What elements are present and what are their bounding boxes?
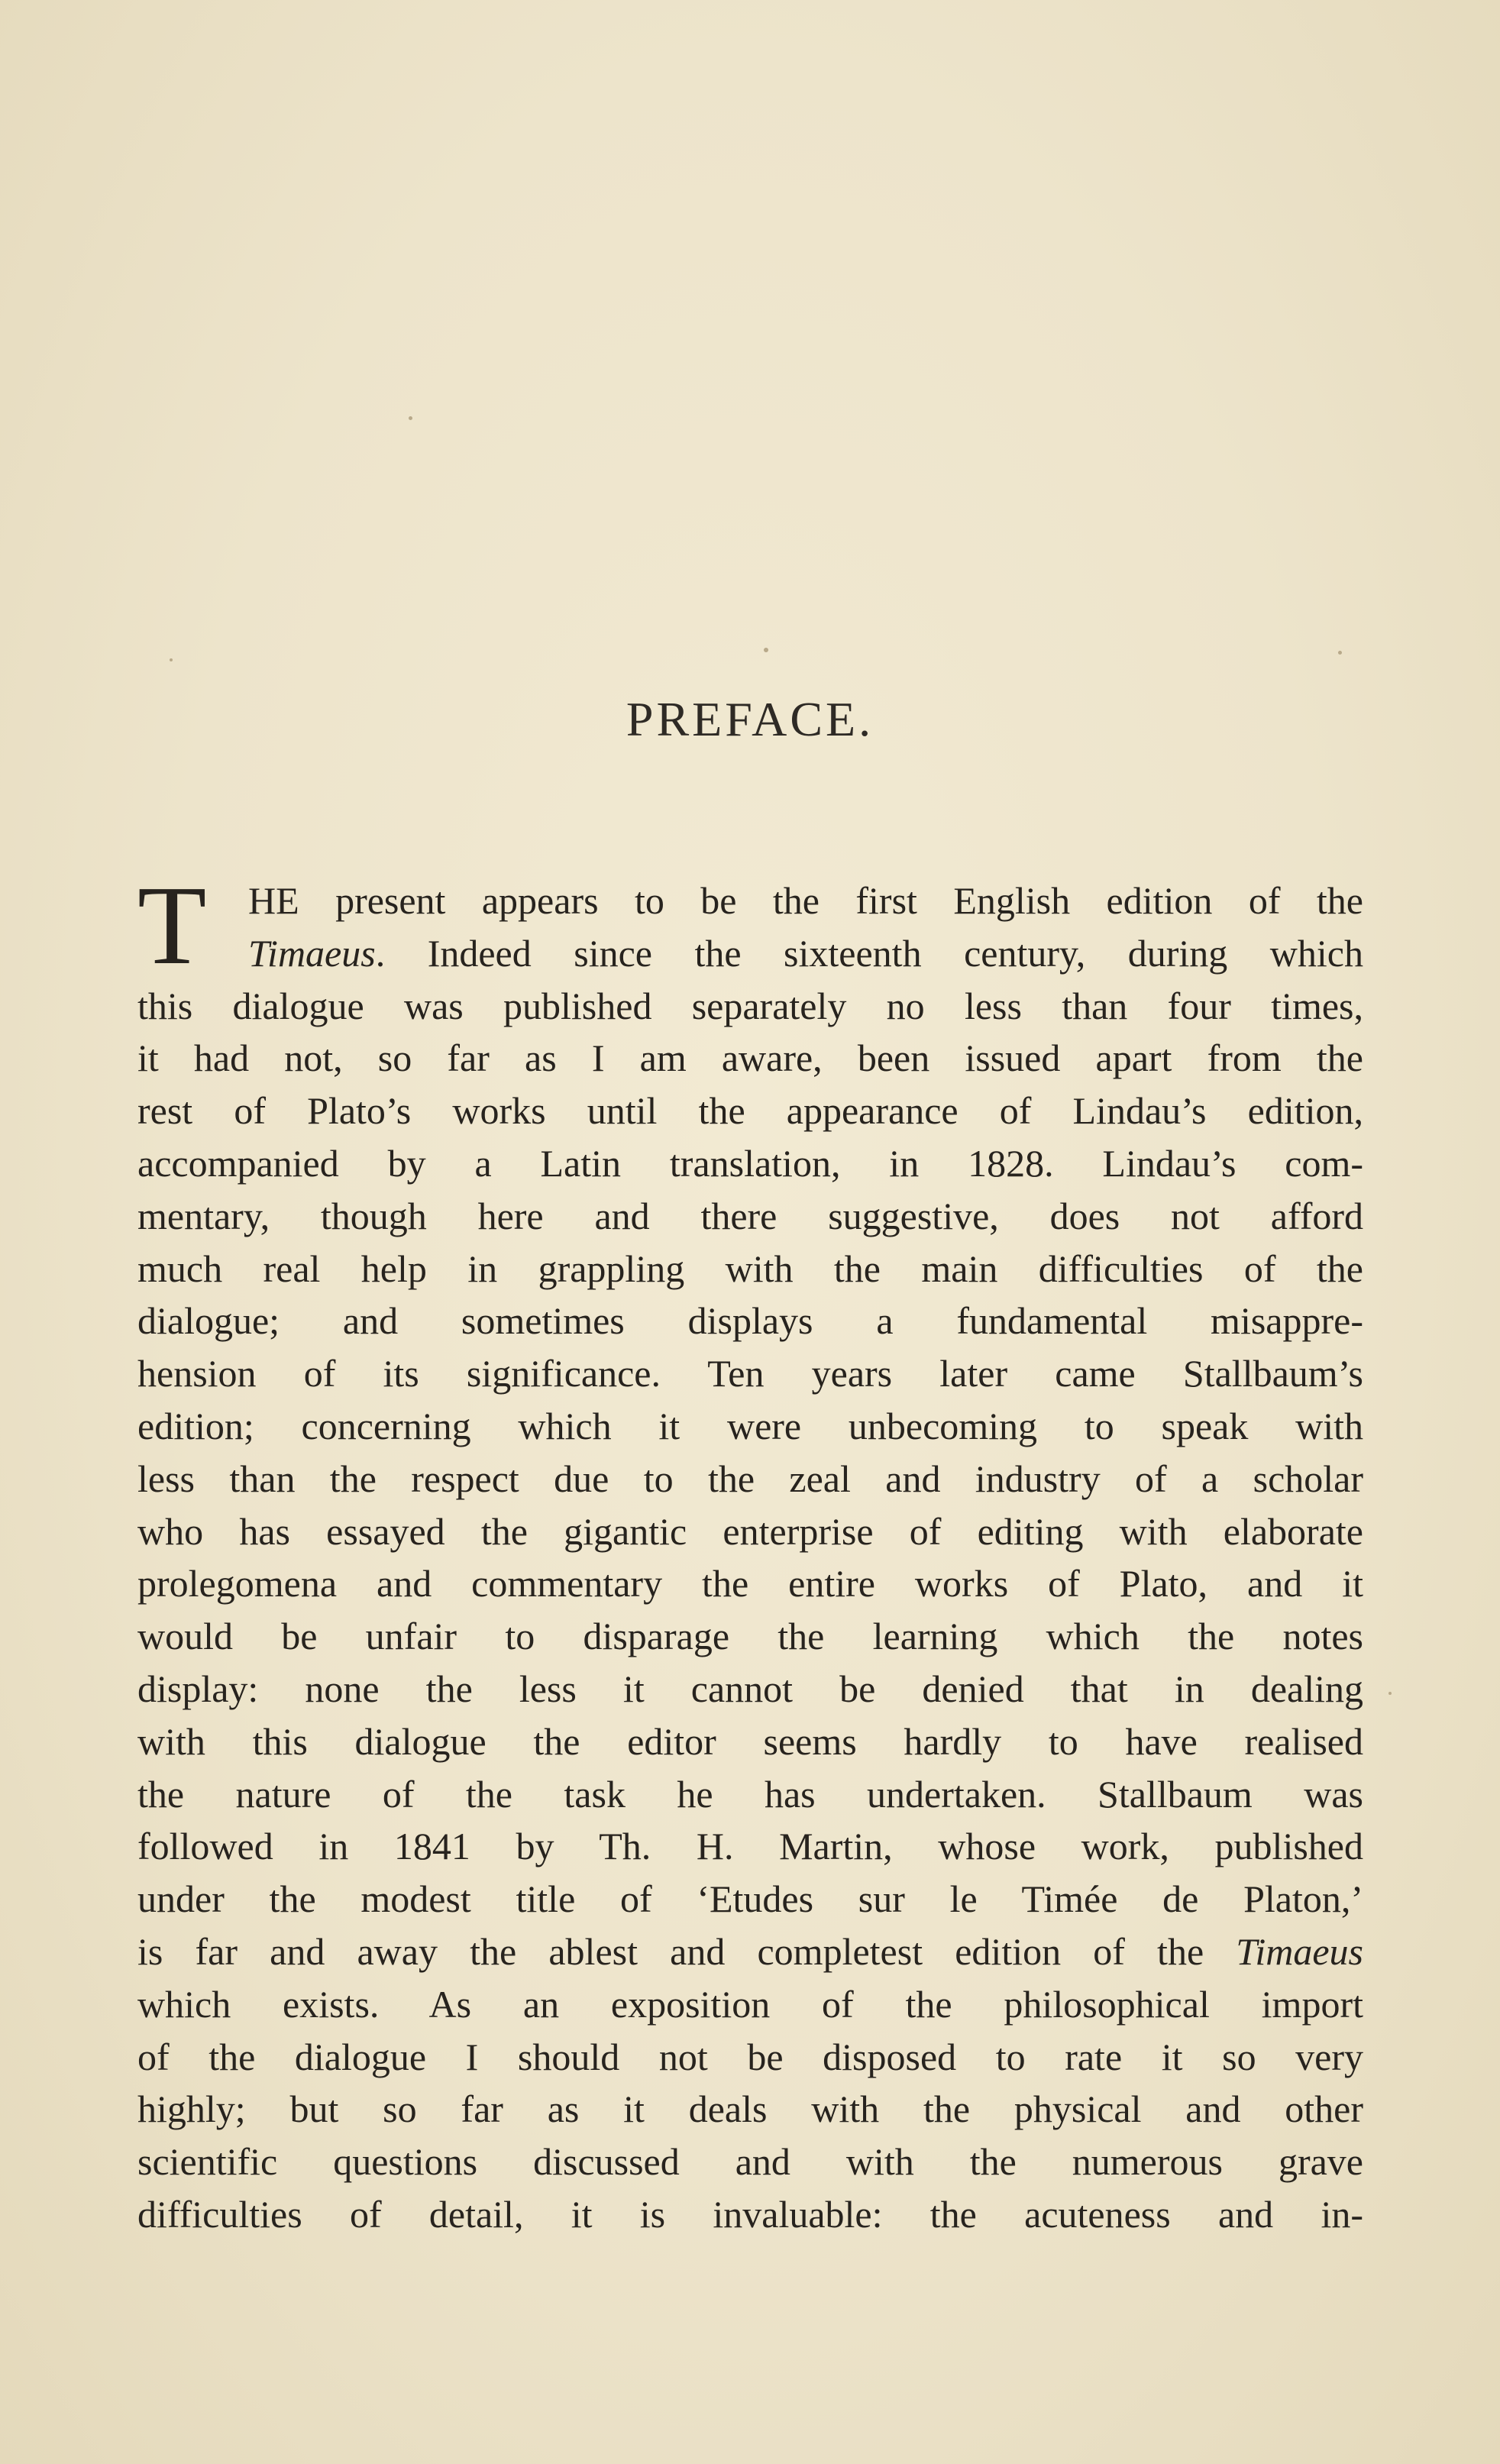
text-line: which exists. As an exposition of the philosophical import	[137, 1982, 1363, 2026]
paper-speck	[409, 416, 412, 420]
text-line: followed in 1841 by Th. H. Martin, whose work, published	[137, 1825, 1363, 1868]
paper-speck	[170, 658, 173, 661]
paper-speck	[1338, 651, 1342, 655]
italic-title-word: Timaeus	[1236, 1929, 1363, 1973]
text-line: highly; but so far as it deals with the physical and other	[137, 2087, 1363, 2131]
drop-cap: T	[137, 863, 207, 988]
text-line: under the modest title of ‘Etudes sur le Timée de Platon,’	[137, 1877, 1363, 1921]
text-line: edition; concerning which it were unbecoming to speak with	[137, 1404, 1363, 1447]
paper-speck	[1388, 1692, 1392, 1695]
preface-body	[137, 875, 1363, 2241]
text-line: with this dialogue the editor seems hardly to have realised	[137, 1719, 1363, 1763]
page-title: PREFACE.	[626, 692, 874, 746]
text-line: who has essayed the gigantic enterprise of editing with elaborate	[137, 1509, 1363, 1553]
text-line: this dialogue was published separately no less than four times,	[137, 984, 1363, 1027]
text-line: display: none the less it cannot be denied that in dealing	[137, 1667, 1363, 1710]
italic-title-word: Timaeus	[248, 931, 376, 975]
text-line: accompanied by a Latin translation, in 1828. Lindau’s com-	[137, 1141, 1363, 1185]
text-line: dialogue; and sometimes displays a fundamental misappre-	[137, 1299, 1363, 1343]
text-line: hension of its significance. Ten years later came Stallbaum’s	[137, 1352, 1363, 1395]
text-line: much real help in grappling with the main difficulties of the	[137, 1247, 1363, 1290]
text-line: it had not, so far as I am aware, been issued apart from the	[137, 1036, 1363, 1080]
text-line: Timaeus. Indeed since the sixteenth century, during which	[248, 931, 1363, 975]
text-line: prolegomena and commentary the entire works of Plato, and it	[137, 1562, 1363, 1605]
paper-speck	[764, 648, 768, 652]
text-line: of the dialogue I should not be disposed to rate it so very	[137, 2035, 1363, 2078]
text-line: difficulties of detail, it is invaluable: the acuteness and in-	[137, 2192, 1363, 2236]
text-line: less than the respect due to the zeal and industry of a scholar	[137, 1457, 1363, 1500]
text-line: the nature of the task he has undertaken. Stallbaum was	[137, 1772, 1363, 1816]
text-line: mentary, though here and there suggestive, does not afford	[137, 1194, 1363, 1237]
text-line: would be unfair to disparage the learning which the notes	[137, 1615, 1363, 1658]
text-line: HE present appears to be the first English edition of the	[248, 879, 1363, 922]
text-line: rest of Plato’s works until the appearance of Lindau’s edition,	[137, 1089, 1363, 1133]
text-line: is far and away the ablest and completest edition of the Timaeus	[137, 1929, 1363, 1973]
text-line: scientific questions discussed and with the numerous grave	[137, 2140, 1363, 2184]
